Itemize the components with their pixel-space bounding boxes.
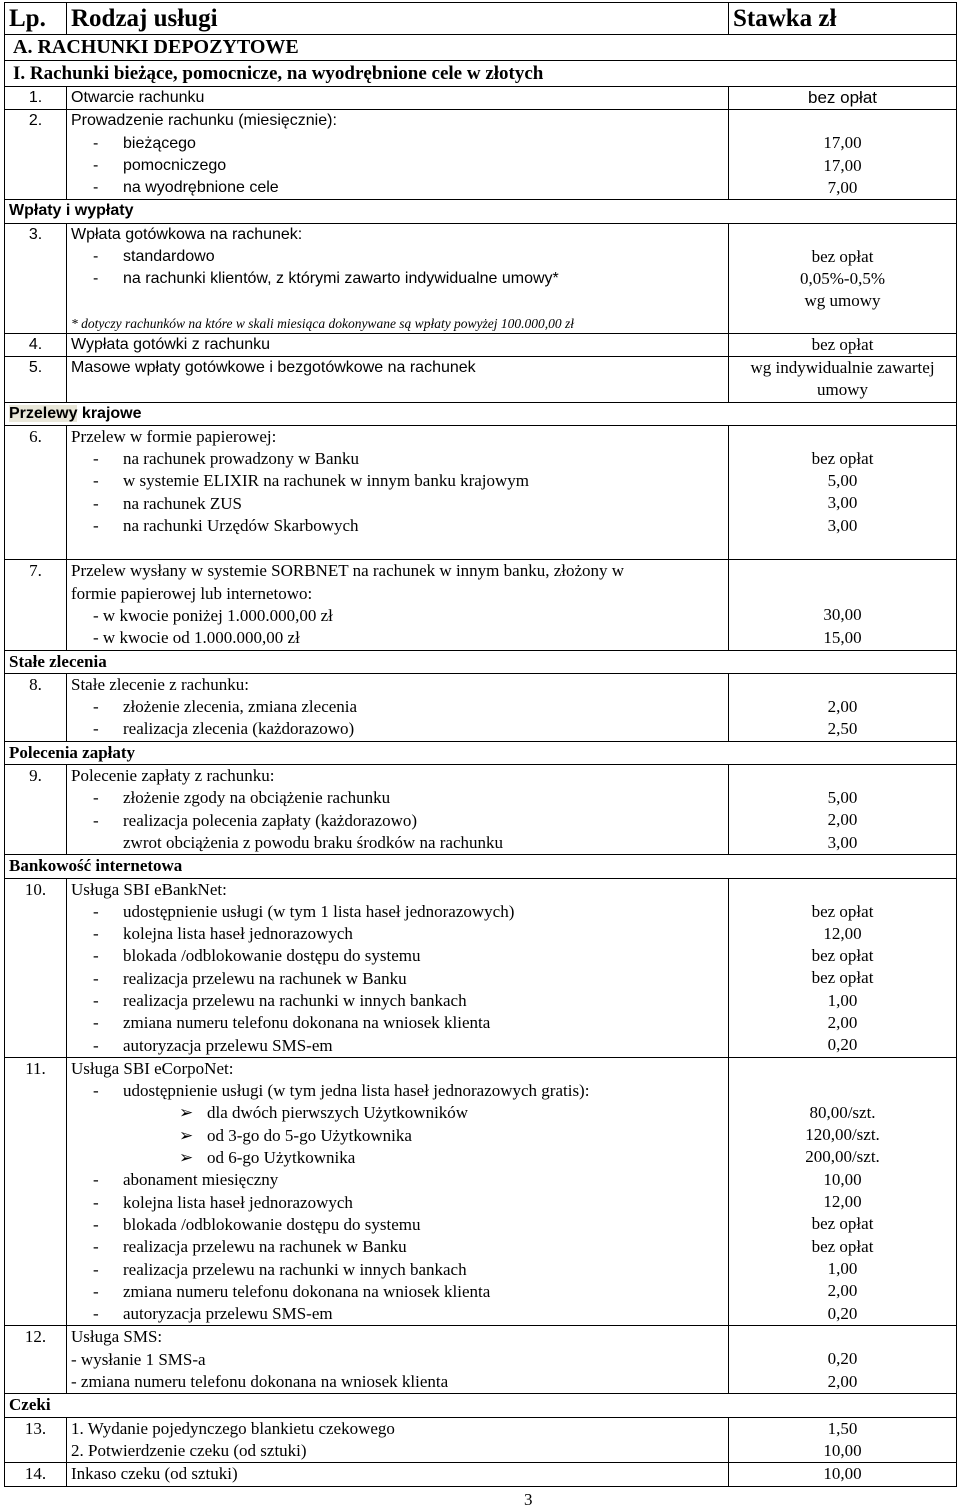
rate-value: bez opłat bbox=[811, 1214, 874, 1234]
row-number: 9. bbox=[5, 765, 67, 855]
section-heading-row bbox=[5, 650, 957, 673]
table-row bbox=[5, 425, 957, 559]
list-item: - standardowo bbox=[93, 248, 215, 266]
service-title: Przelew w formie papierowej: bbox=[71, 426, 277, 446]
list-item: - na rachunek ZUS bbox=[93, 493, 242, 513]
highlighted-word: Przelewy bbox=[9, 404, 78, 422]
rate-value: 17,00 bbox=[823, 133, 862, 153]
rate-value: 3,00 bbox=[827, 515, 858, 535]
rate-value: 2,00 bbox=[827, 1012, 858, 1032]
rate-value: bez opłat bbox=[811, 1236, 874, 1256]
list-item: - w kwocie poniżej 1.000.000,00 zł bbox=[93, 605, 333, 625]
row-number: 14. bbox=[5, 1463, 67, 1486]
list-item: - zmiana numeru telefonu dokonana na wniosek klienta bbox=[93, 1013, 491, 1033]
table-row bbox=[5, 356, 957, 402]
section-heading: Wpłaty i wypłaty bbox=[5, 200, 957, 223]
service-title: Usługa SBI eCorpoNet: bbox=[71, 1058, 234, 1078]
rate-value: 3,00 bbox=[827, 493, 858, 513]
rate-value: bez opłat bbox=[811, 901, 874, 921]
table-row bbox=[5, 87, 957, 110]
section-a-title: A. RACHUNKI DEPOZYTOWE bbox=[5, 35, 957, 61]
list-item: - realizacja polecenia zapłaty (każdorazowo) bbox=[93, 810, 418, 830]
sub-list-item: ➢ od 3-go do 5-go Użytkownika bbox=[71, 1125, 724, 1147]
list-item: - bieżącego bbox=[93, 134, 196, 152]
rate-value: 200,00/szt. bbox=[805, 1147, 880, 1167]
rate-value: 120,00/szt. bbox=[805, 1125, 880, 1145]
rate-value: 10,00 bbox=[729, 1463, 957, 1486]
table-row bbox=[5, 673, 957, 741]
header-service: Rodzaj usługi bbox=[67, 3, 729, 35]
section-heading-row bbox=[5, 402, 957, 425]
section-heading-row bbox=[5, 1394, 957, 1417]
service-title: Przelew wysłany w systemie SORBNET na rachunek w innym banku, złożony w bbox=[71, 561, 625, 581]
list-item: - w systemie ELIXIR na rachunek w innym banku krajowym bbox=[93, 471, 530, 491]
list-item: - udostępnienie usługi (w tym jedna lista haseł jednorazowych gratis): bbox=[93, 1081, 590, 1101]
section-heading: Bankowość internetowa bbox=[5, 855, 957, 878]
rate-value: 0,05%-0,5% bbox=[800, 269, 885, 289]
rate-value: 15,00 bbox=[823, 627, 862, 647]
row-number: 8. bbox=[5, 673, 67, 741]
list-item: - na rachunek prowadzony w Banku bbox=[93, 449, 360, 469]
service-title: Usługa SMS: bbox=[71, 1327, 163, 1347]
row-number: 7. bbox=[5, 560, 67, 650]
rate-value: 0,20 bbox=[827, 1349, 858, 1369]
rate-value: 10,00 bbox=[823, 1169, 862, 1189]
list-item: - realizacja przelewu na rachunek w Banku bbox=[93, 1237, 407, 1257]
section-i-title: I. Rachunki bieżące, pomocnicze, na wyodrębnione cele w złotych bbox=[5, 61, 957, 87]
fee-table-document bbox=[4, 2, 956, 1487]
row-number: 3. bbox=[5, 223, 67, 333]
rate-value: bez opłat bbox=[811, 968, 874, 988]
table-row bbox=[5, 1417, 957, 1463]
table-row bbox=[5, 1057, 957, 1326]
list-item: zwrot obciążenia z powodu braku środków na rachunku bbox=[123, 832, 504, 852]
section-heading-row bbox=[5, 855, 957, 878]
table-header bbox=[5, 3, 957, 35]
service-title-cont: formie papierowej lub internetowo: bbox=[71, 583, 313, 603]
rate-value: wg indywidualnie zawartej bbox=[750, 357, 935, 377]
table-row bbox=[5, 765, 957, 855]
rate-value: 1,00 bbox=[827, 1258, 858, 1278]
service-title: Otwarcie rachunku bbox=[67, 87, 729, 110]
sub-list-item: ➢ od 6-go Użytkownika bbox=[71, 1147, 724, 1169]
section-a-row bbox=[5, 35, 957, 61]
rate-value: bez opłat bbox=[811, 448, 874, 468]
rate-value: 2,00 bbox=[827, 1371, 858, 1391]
list-item: 2. Potwierdzenie czeku (od sztuki) bbox=[71, 1440, 307, 1460]
list-item: - realizacja przelewu na rachunki w innych bankach bbox=[93, 990, 467, 1010]
row-number: 10. bbox=[5, 878, 67, 1057]
rate-value: 12,00 bbox=[823, 1192, 862, 1212]
list-item: - kolejna lista haseł jednorazowych bbox=[93, 1192, 353, 1212]
table-row bbox=[5, 223, 957, 333]
rate-value: bez opłat bbox=[729, 87, 957, 110]
rate-value: 1,00 bbox=[827, 990, 858, 1010]
list-item: - abonament miesięczny bbox=[93, 1170, 279, 1190]
list-item: - na wyodrębnione cele bbox=[93, 179, 279, 197]
list-item: 1. Wydanie pojedynczego blankietu czekowego bbox=[71, 1418, 395, 1438]
section-heading: Czeki bbox=[5, 1394, 957, 1417]
service-title: Polecenie zapłaty z rachunku: bbox=[71, 766, 275, 786]
row-number: 13. bbox=[5, 1417, 67, 1463]
list-item: - autoryzacja przelewu SMS-em bbox=[93, 1035, 333, 1055]
rate-value: 2,00 bbox=[827, 810, 858, 830]
list-item: - blokada /odblokowanie dostępu do systemu bbox=[93, 946, 421, 966]
rate-value: 10,00 bbox=[823, 1440, 862, 1460]
rate-value: bez opłat bbox=[729, 333, 957, 356]
arrow-bullet-icon: ➢ bbox=[179, 1125, 194, 1145]
table-row bbox=[5, 878, 957, 1057]
list-item: - na rachunki Urzędów Skarbowych bbox=[93, 516, 359, 536]
header-lp: Lp. bbox=[5, 3, 67, 35]
row-number: 11. bbox=[5, 1057, 67, 1326]
table-row bbox=[5, 1463, 957, 1486]
rate-value: 17,00 bbox=[823, 155, 862, 175]
service-title: Usługa SBI eBankNet: bbox=[71, 879, 227, 899]
rate-value: 7,00 bbox=[827, 177, 858, 197]
list-item: - wysłanie 1 SMS-a bbox=[71, 1349, 206, 1369]
section-heading: Stałe zlecenia bbox=[5, 650, 957, 673]
rate-value: bez opłat bbox=[811, 946, 874, 966]
service-title: Stałe zlecenie z rachunku: bbox=[71, 674, 249, 694]
row-number: 1. bbox=[5, 87, 67, 110]
list-item: - na rachunki klientów, z którymi zawarto indywidualne umowy* bbox=[93, 270, 559, 288]
rate-value: umowy bbox=[817, 380, 868, 400]
list-item: - zmiana numeru telefonu dokonana na wniosek klienta bbox=[71, 1372, 449, 1392]
list-item: - złożenie zlecenia, zmiana zlecenia bbox=[93, 697, 358, 717]
page-number: 3 bbox=[524, 1490, 533, 1509]
list-item: - blokada /odblokowanie dostępu do systemu bbox=[93, 1214, 421, 1234]
row-number: 12. bbox=[5, 1326, 67, 1394]
arrow-bullet-icon: ➢ bbox=[179, 1103, 194, 1123]
service-title: Inkaso czeku (od sztuki) bbox=[67, 1463, 729, 1486]
service-title: Prowadzenie rachunku (miesięcznie): bbox=[71, 112, 337, 130]
section-i-row bbox=[5, 61, 957, 87]
table-row bbox=[5, 560, 957, 650]
rate-value: 5,00 bbox=[827, 471, 858, 491]
rate-value: 0,20 bbox=[827, 1035, 858, 1055]
service-title: Masowe wpłaty gotówkowe i bezgotówkowe na rachunek bbox=[67, 356, 729, 402]
row-number: 2. bbox=[5, 110, 67, 200]
list-item: - realizacja zlecenia (każdorazowo) bbox=[93, 719, 355, 739]
section-heading-row bbox=[5, 741, 957, 764]
list-item: - udostępnienie usługi (w tym 1 lista haseł jednorazowych) bbox=[93, 901, 515, 921]
list-item: - kolejna lista haseł jednorazowych bbox=[93, 924, 353, 944]
footnote: * dotyczy rachunków na które w skali miesiąca dokonywane są wpłaty powyżej 100.000,00 zł bbox=[71, 315, 575, 331]
section-heading: Polecenia zapłaty bbox=[5, 741, 957, 764]
table-row bbox=[5, 333, 957, 356]
row-number: 4. bbox=[5, 333, 67, 356]
table-row bbox=[5, 110, 957, 200]
rate-value: bez opłat bbox=[811, 246, 874, 266]
row-number: 5. bbox=[5, 356, 67, 402]
rate-value: 2,50 bbox=[827, 719, 858, 739]
rate-value: 2,00 bbox=[827, 696, 858, 716]
section-heading-row bbox=[5, 200, 957, 223]
fee-table bbox=[4, 2, 957, 1487]
rate-value: 5,00 bbox=[827, 788, 858, 808]
arrow-bullet-icon: ➢ bbox=[179, 1148, 194, 1168]
rate-value: 3,00 bbox=[827, 832, 858, 852]
rate-value: 12,00 bbox=[823, 923, 862, 943]
list-item: - realizacja przelewu na rachunki w innych bankach bbox=[93, 1259, 467, 1279]
list-item: - zmiana numeru telefonu dokonana na wniosek klienta bbox=[93, 1281, 491, 1301]
list-item: - pomocniczego bbox=[93, 156, 227, 174]
rate-value: 1,50 bbox=[827, 1418, 858, 1438]
row-number: 6. bbox=[5, 425, 67, 559]
service-title: Wpłata gotówkowa na rachunek: bbox=[71, 225, 303, 243]
sub-list-item: ➢ dla dwóch pierwszych Użytkowników bbox=[71, 1102, 724, 1124]
list-item: - złożenie zgody na obciążenie rachunku bbox=[93, 788, 391, 808]
section-heading: Przelewy krajowe bbox=[5, 402, 957, 425]
header-rate: Stawka zł bbox=[729, 3, 957, 35]
list-item: - autoryzacja przelewu SMS-em bbox=[93, 1304, 333, 1324]
rate-value: wg umowy bbox=[804, 291, 881, 311]
rate-value: 0,20 bbox=[827, 1303, 858, 1323]
rate-value: 80,00/szt. bbox=[809, 1102, 876, 1122]
service-title: Wypłata gotówki z rachunku bbox=[67, 333, 729, 356]
list-item: - realizacja przelewu na rachunek w Banku bbox=[93, 968, 407, 988]
rate-value: 2,00 bbox=[827, 1281, 858, 1301]
list-item: - w kwocie od 1.000.000,00 zł bbox=[93, 628, 300, 648]
rate-value: 30,00 bbox=[823, 605, 862, 625]
table-row bbox=[5, 1326, 957, 1394]
